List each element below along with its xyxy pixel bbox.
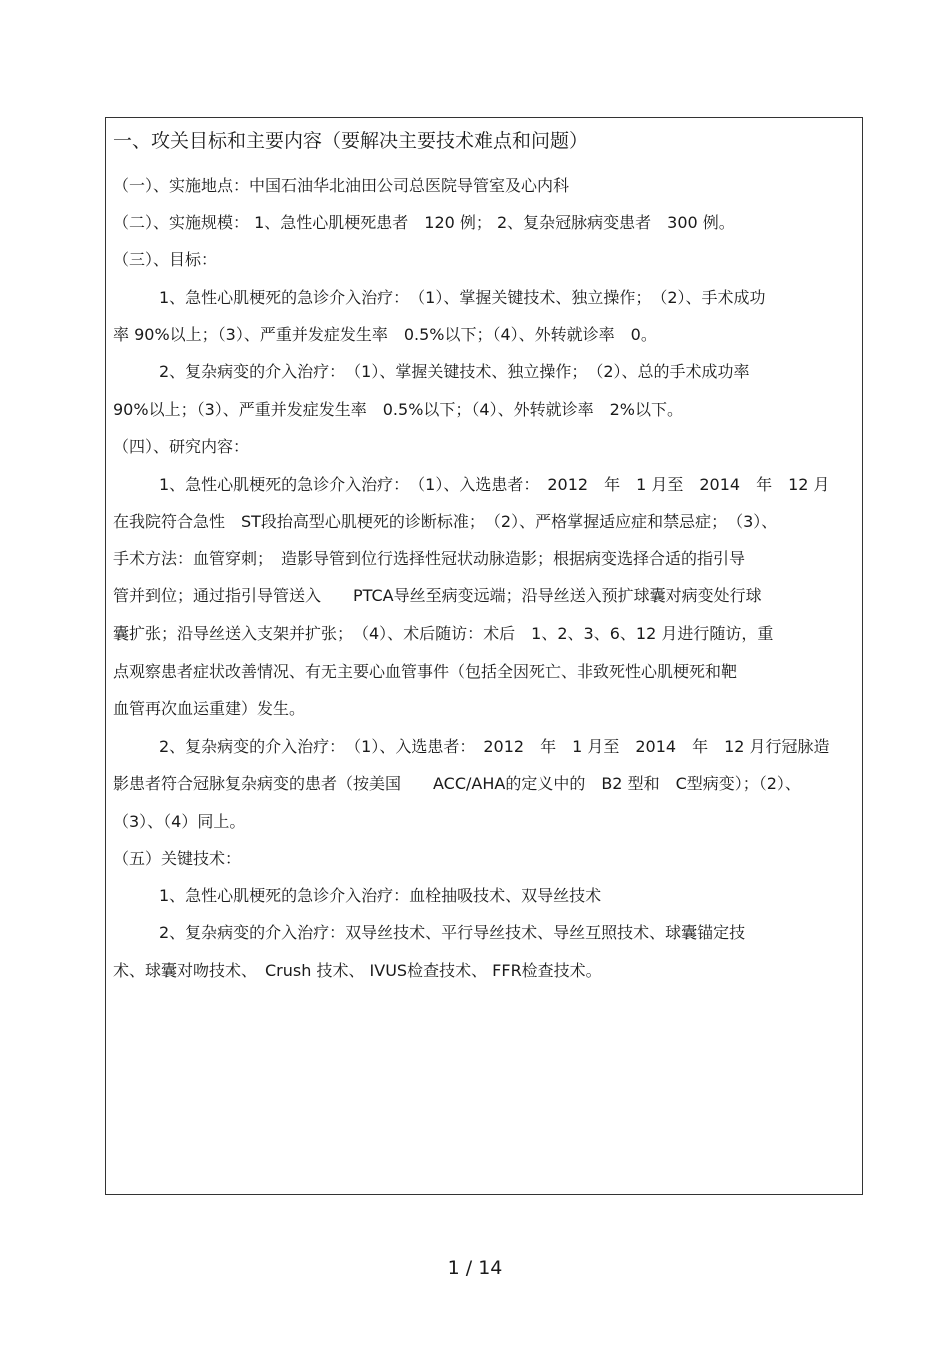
page-number: 1 / 14 (447, 1257, 503, 1279)
text-line-22: 术、球囊对吻技术、 Crush 技术、 IVUS检查技术、 FFR检查技术。 (113, 961, 602, 980)
text-line-12: 管并到位；通过指引导管送入 PTCA导丝至病变远端；沿导丝送入预扩球囊对病变处行球 (113, 586, 762, 605)
text-line-1: （一）、实施地点：中国石油华北油田公司总医院导管室及心内科 (113, 176, 570, 195)
text-line-6: 2、复杂病变的介入治疗： （1）、掌握关键技术、独立操作； （2）、总的手术成功率 (159, 362, 750, 381)
text-line-16: 2、复杂病变的介入治疗： （1）、入选患者： 2012 年 1 月至 2014 年 12 月行冠脉造 (159, 737, 830, 756)
text-line-8: （四）、研究内容： (113, 437, 250, 456)
section-title: 一、攻关目标和主要内容（要解决主要技术难点和问题） (113, 130, 589, 152)
text-line-15: 血管再次血运重建）发生。 (113, 699, 306, 718)
text-line-21: 2、复杂病变的介入治疗：双导丝技术、平行导丝技术、导丝互照技术、球囊锚定技 (159, 923, 746, 942)
text-line-17: 影患者符合冠脉复杂病变的患者（按美国 ACC/AHA的定义中的 B2 型和 C型病变）；（2）、 (113, 774, 801, 793)
text-line-19: （五）关键技术： (113, 849, 242, 868)
text-line-4: 1、急性心肌梗死的急诊介入治疗： （1）、掌握关键技术、独立操作； （2）、手术成功 (159, 288, 766, 307)
text-line-3: （三）、目标： (113, 250, 218, 269)
text-line-20: 1、急性心肌梗死的急诊介入治疗：血栓抽吸技术、双导丝技术 (159, 886, 602, 905)
text-line-13: 囊扩张；沿导丝送入支架并扩张； （4）、术后随访：术后 1、2、3、6、12 月进行随访，重 (113, 624, 774, 643)
text-line-7: 90%以上；（3）、严重并发症发生率 0.5%以下；（4）、外转就诊率 2%以下。 (113, 400, 683, 419)
text-line-10: 在我院符合急性 ST段抬高型心肌梗死的诊断标准； （2）、严格掌握适应症和禁忌症； （3）、 (113, 512, 778, 531)
text-line-2: （二）、实施规模： 1、急性心肌梗死患者 120 例； 2、复杂冠脉病变患者 300 例。 (113, 213, 735, 232)
text-line-5: 率 90%以上；（3）、严重并发症发生率 0.5%以下；（4）、外转就诊率 0。 (113, 325, 657, 344)
text-line-9: 1、急性心肌梗死的急诊介入治疗： （1）、入选患者： 2012 年 1 月至 2014 年 12 月 (159, 475, 830, 494)
text-line-11: 手术方法：血管穿刺； 造影导管到位行选择性冠状动脉造影；根据病变选择合适的指引导 (113, 549, 746, 568)
content-table-frame (105, 117, 863, 1195)
text-line-14: 点观察患者症状改善情况、有无主要心血管事件（包括全因死亡、非致死性心肌梗死和靶 (113, 662, 738, 681)
text-line-18: （3）、（4）同上。 (113, 812, 246, 831)
